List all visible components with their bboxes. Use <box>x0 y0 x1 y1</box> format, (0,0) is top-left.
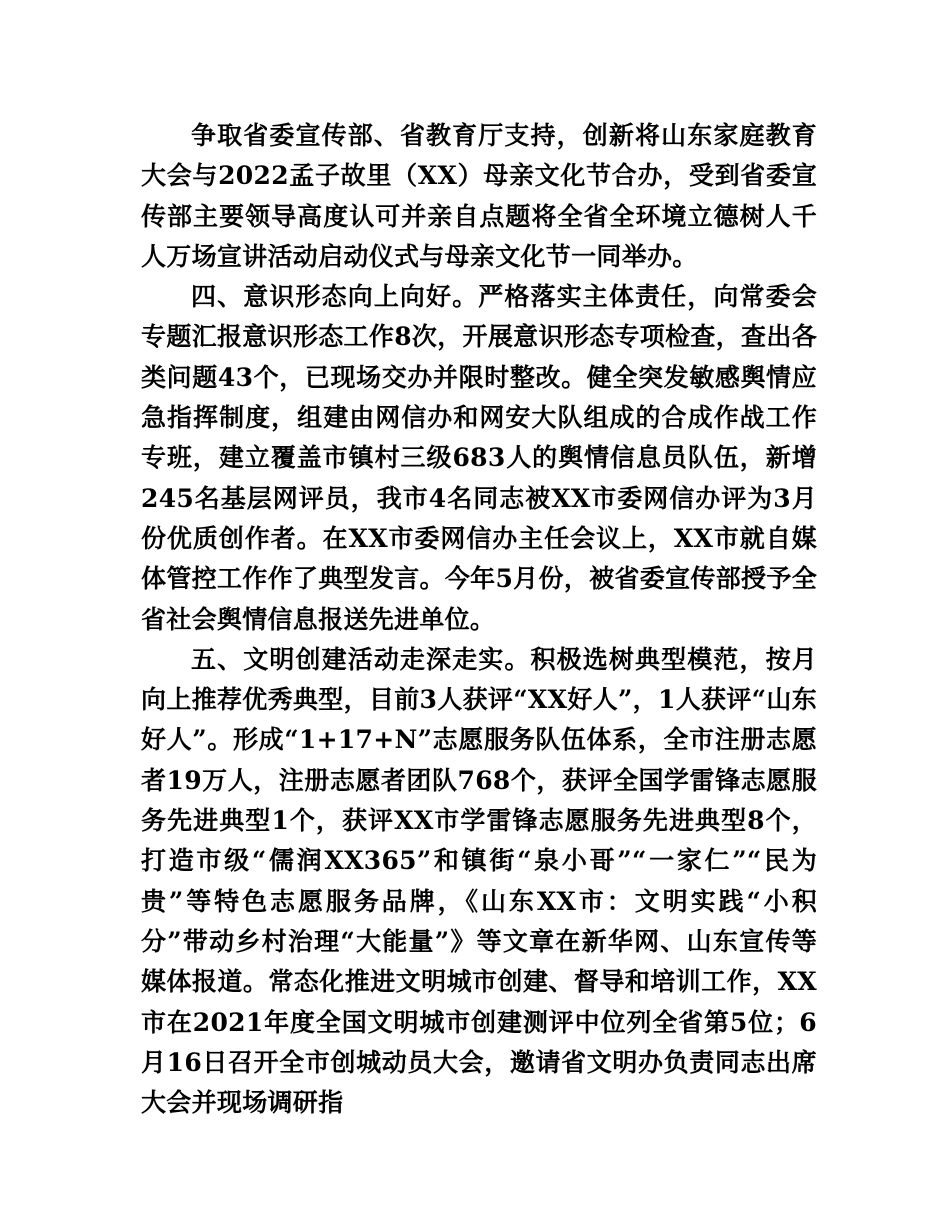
paragraph-intro <box>141 116 817 277</box>
paragraph-ideology-text: 严格落实主体责任，向常委会专题汇报意识形态工作8次，开展意识形态专项检查，查出各类问题43个，已现场交办并限时整改。健全突发敏感舆情应急指挥制度，组建由网信办和网安大队组成的合成作战工作专班，建立覆盖市镇村三级683人的舆情信息员队伍，新增245名基层网评员，我市4名同志被XX市委网信办评为3月份优质创作者。在XX市委网信办主任会议上，XX市就自媒体管控工作作了典型发言。今年5月份，被省委宣传部授予全省社会舆情信息报送先进单位。 <box>141 282 817 634</box>
paragraph-civilization <box>141 640 817 1124</box>
section-heading-ideology: 四、意识形态向上向好。 <box>191 282 479 312</box>
body-text <box>141 116 817 1123</box>
paragraph-civilization-text: 积极选树典型模范，按月向上推荐优秀典型，目前3人获评“XX好人”，1人获评“山东好人”。形成“1+17+N”志愿服务队伍体系，全市注册志愿者19万人，注册志愿者团队768个，获评全国学雷锋志愿服务先进典型1个，获评XX市学雷锋志愿服务先进典型8个，打造市级“儒润XX365”和镇街“泉小哥”“一家仁”“民为贵”等特色志愿服务品牌，《山东XX市：文明实践“小积分”带动乡村治理“大能量”》等文章在新华网、山东宣传等媒体报道。常态化推进文明城市创建、督导和培训工作，XX市在2021年度全国文明城市创建测评中位列全省第5位；6月16日召开全市创城动员大会，邀请省文明办负责同志出席大会并现场调研指 <box>141 644 817 1118</box>
section-heading-civilization: 五、文明创建活动走深走实。 <box>191 644 531 674</box>
paragraph-intro-text: 争取省委宣传部、省教育厅支持，创新将山东家庭教育大会与2022孟子故里（XX）母亲文化节合办，受到省委宣传部主要领导高度认可并亲自点题将全省全环境立德树人千人万场宣讲活动启动仪式与母亲文化节一同举办。 <box>141 121 817 271</box>
paragraph-ideology <box>141 277 817 640</box>
